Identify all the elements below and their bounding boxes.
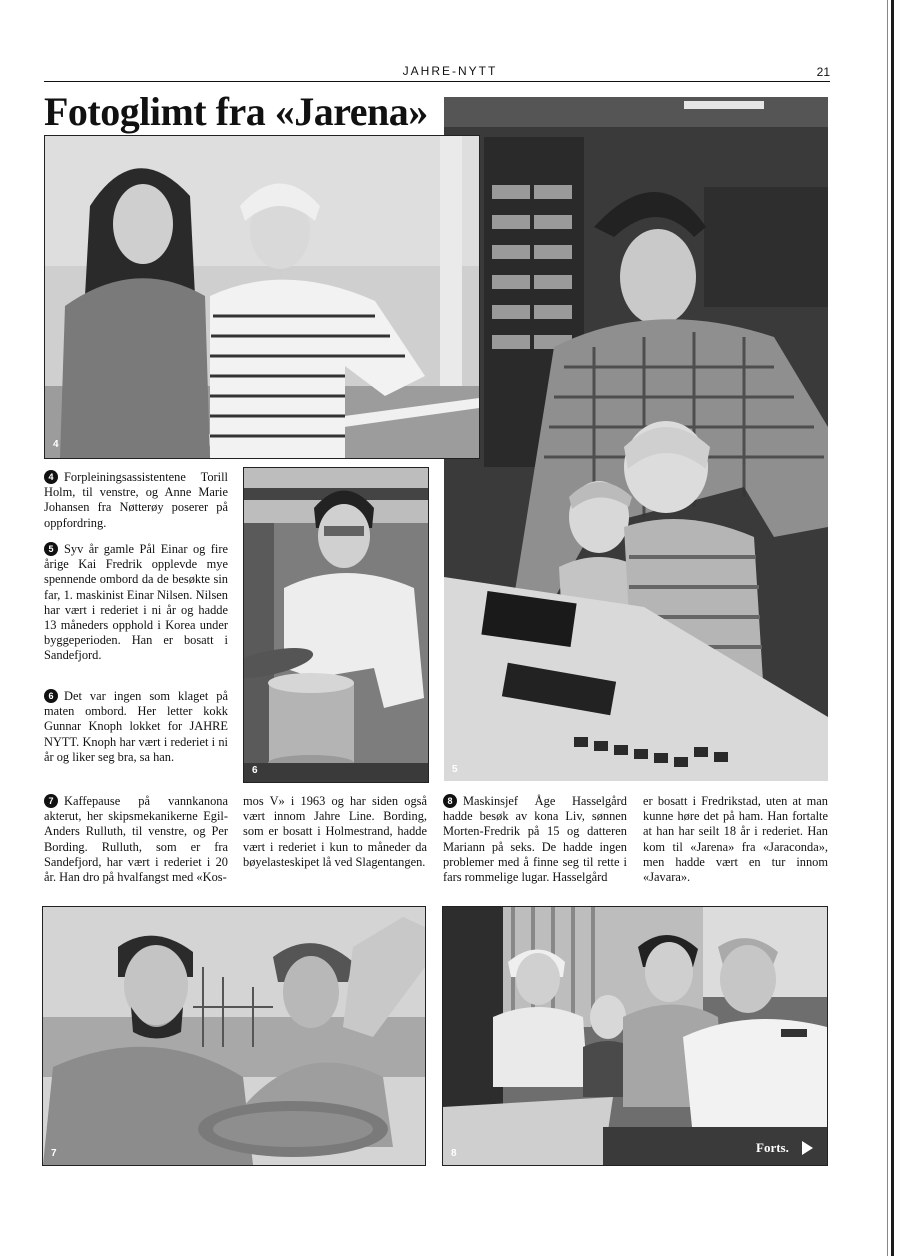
caption-5 xyxy=(44,542,228,664)
caption-5-text: Syv år gamle Pål Einar og fire årige Kai Fredrik opplevde mye spennende ombord da de besøkte sin far, 1. maskinist Einar Nilsen. Nilsen har vært i rederiet i ni år og hadde 13 måneders opphold i Korea under byggeperioden. Han er bosatt i Sandefjord. xyxy=(44,542,228,663)
scan-edge-thin xyxy=(887,0,888,1256)
scan-edge xyxy=(891,0,894,1256)
photo-6-label: 6 xyxy=(252,765,258,776)
caption-8-col1 xyxy=(443,794,627,885)
caption-7-col1 xyxy=(44,794,228,885)
caption-8-text-part2: er bosatt i Fredrikstad, uten at man kunne høre det på ham. Han fortalte at han har seilt 18 år i rederiet. Han kom til «Jarena» fra «Jaraconda», men hadde vært en tur innom «Javara». xyxy=(643,794,828,885)
publication-title: JAHRE-NYTT xyxy=(402,64,498,78)
caption-5-number: 5 xyxy=(44,542,58,556)
caption-6 xyxy=(44,689,228,765)
continue-arrow-icon[interactable] xyxy=(802,1141,813,1155)
photo-6-cook xyxy=(243,467,429,783)
photo-4-label: 4 xyxy=(53,439,59,450)
caption-7-col2 xyxy=(243,794,427,870)
caption-4 xyxy=(44,470,228,531)
caption-7-text-part2: mos V» i 1963 og har siden også vært innom Jahre Line. Bording, som er bosatt i Holmestrand, hadde vært i rederiet i kun to måneder da bøyelasteskipet lå ved Slagentangen. xyxy=(243,794,427,869)
caption-6-number: 6 xyxy=(44,689,58,703)
photo-4-assistants xyxy=(44,135,480,459)
caption-8-number: 8 xyxy=(443,794,457,808)
caption-6-text: Det var ingen som klaget på maten ombord. Her letter kokk Gunnar Knoph lokket for JAHRE NYTT. Knoph har vært i rederiet i ni år og liker seg bra, sa han. xyxy=(44,689,228,764)
continued-label[interactable]: Forts. xyxy=(756,1140,789,1155)
photo-8-label: 8 xyxy=(451,1148,457,1159)
photo-7-label: 7 xyxy=(51,1148,57,1159)
caption-8-col2 xyxy=(643,794,828,885)
caption-7-number: 7 xyxy=(44,794,58,808)
photo-5-label: 5 xyxy=(452,764,458,775)
caption-7-text-part1: Kaffepause på vannkanona akterut, her skipsmekanikerne Egil-Anders Rulluth, til venstre, og Per Bording. Rulluth, som er fra Sandefjord, har vært i rederiet i 20 år. Han dro på hvalfangst med «Kos- xyxy=(44,794,228,885)
header-rule xyxy=(44,81,830,82)
article-headline: Fotoglimt fra «Jarena» xyxy=(44,89,428,134)
caption-4-number: 4 xyxy=(44,470,58,484)
page-number: 21 xyxy=(816,65,830,79)
caption-4-text: Forpleiningsassistentene Torill Holm, til venstre, og Anne Marie Johansen fra Nøtterøy poserer på oppfordring. xyxy=(44,470,228,530)
caption-8-text-part1: Maskinsjef Åge Hasselgård hadde besøk av kona Liv, sønnen Morten-Fredrik på 15 og datteren Mariann på seks. De hadde ingen problemer med å finne seg til rette i fars rommelige lugar. Hasselgård xyxy=(443,794,627,885)
photo-8-family xyxy=(442,906,828,1166)
photo-7-mechanics xyxy=(42,906,426,1166)
photo-5-engine-room xyxy=(444,97,828,781)
